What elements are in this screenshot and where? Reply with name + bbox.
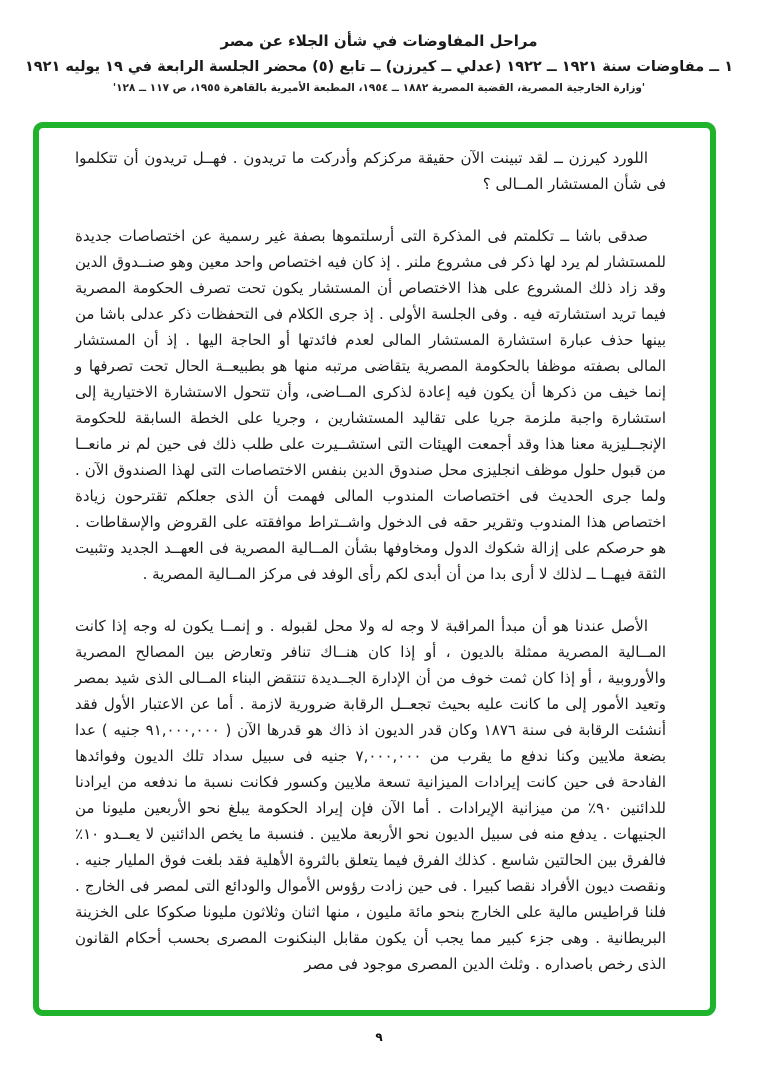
- scanned-page-frame: [33, 122, 716, 1016]
- paragraph-lord-curzon: اللورد كيرزن ــ لقد تبينت الآن حقيقة مركزكم وأدركت ما تريدون . فهــل تريدون أن تتكلموا فى شأن المستشار المــالى ؟: [75, 149, 666, 193]
- page-title: مراحل المفاوضات في شأن الجلاء عن مصر: [220, 32, 538, 50]
- page-subtitle: ١ ــ مفاوضات سنة ١٩٢١ ــ ١٩٢٢ (عدلي ــ كيرزن) ــ تابع (٥) محضر الجلسة الرابعة في ١٩ يوليه ١٩٢١: [24, 59, 734, 75]
- source-citation: 'وزارة الخارجية المصرية، القضية المصرية ١٨٨٢ ــ ١٩٥٤، المطبعة الأميرية بالقاهرة ١٩٥٥، ص ١١٧ ــ ١٢٨': [112, 82, 646, 94]
- paragraph-financial-position: الأصل عندنا هو أن مبدأ المراقبة لا وجه له ولا محل لقبوله . و إنمــا يكون له وجه إذا كانت المــالية المصرية ممثلة بالديون ، أو إذا كان هنــاك تنافر وتعارض بين المصالح المصرية والأوروبية ، أو إذا كان ثمت خوف من أن الإدارة الجــديدة تنتقض البناء المــالى الذى شيد بمصر وتعيد الأمور إلى ما كانت عليه بحيث تجعــل الرقابة ضرورية لازمة . أما عن الاعتبار الأول فقد أنشئت الرقابة فى سنة ١٨٧٦ وكان قدر الديون اذ ذاك هو قدرها الآن ( ٩١,٠٠٠,٠٠٠ جنيه ) عدا بضعة ملايين وكنا ندفع ما يقرب من ٧,٠٠٠,٠٠٠ جنيه فى سبيل سداد تلك الديون وفوائدها الفادحة فى حين كانت إيرادات الميزانية تسعة ملايين وكسور فكانت نسبة ما ندفعه من ايرادنا للدائنين ٩٠٪ من ميزانية الإيرادات . أما الآن فإن إيراد الحكومة يبلغ نحو الأربعين مليونا من الجنيهات . يدفع منه فى سبيل الديون نحو الأربعة ملايين . فنسبة ما يخص الدائنين لا يعــدو ١٠٪ فالفرق بين الحالتين شاسع . كذلك الفرق فيما يتعلق بالثروة الأهلية فقد بلغت فوق المليار جنيه . ونقصت ديون الأفراد نقصا كبيرا . فى حين زادت رؤوس الأموال والودائع التى لمصر فى الخارج . فلنا قراطيس مالية على الخارج بنحو مائة مليون ، منها اثنان وثلاثون مليونا صكوكا على الخزينة البريطانية . وهى جزء كبير مما يجب أن يكون مقابل البنكنوت المصرى بحسب أحكام القانون الذى رخص باصداره . وثلث الدين المصرى موجود فى مصر: [75, 617, 666, 973]
- document-header: [0, 32, 758, 94]
- paragraph-sidky-pasha: صدقى باشا ــ تكلمتم فى المذكرة التى أرسلتموها بصفة غير رسمية عن اختصاصات جديدة للمستشار لم يرد لها ذكر فى مشروع ملنر . إذ كان فيه اختصاص واحد معين وهو صنــدوق الدين وقد زاد ذلك المشروع على هذا الاختصاص أن المستشار يكون تحت تصرف الحكومة المصرية فيما تريد استشارته فيه . وفى الجلسة الأولى . إذ جرى الكلام فى التحفظات ذكر عدلى باشا من بينها حذف عبارة استشارة المستشار المالى لعدم فائدتها أو الحاجة اليها . إذ أن المستشار المالى بصفته موظفا بالحكومة المصرية يتقاضى مرتبه منها هو بطبيعــة الحال تحت تصرفها و إنما خيف من ذكرها أن يكون فيه إعادة لذكرى المــاضى، وأن تتحول الاستشارة الاختيارية إلى استشارة واجبة ملزمة جريا على تقاليد المستشارين ، وجريا على الخطة السابقة للحكومة الإنجــليزية معنا هذا وقد أجمعت الهيئات التى استشــيرت على طلب ذلك فى حين لم نر مانعــا من قبول حلول موظف انجليزى محل صندوق الدين بنفس الاختصاصات التى لهذا الصندوق الآن . ولما جرى الحديث فى اختصاصات المندوب المالى فهمت أن الذى جعلكم تقترحون زيادة اختصاص هذا المندوب وتقرير حقه فى الدخول واشــتراط موافقته على القروض والإسقاطات . هو حرصكم على إزالة شكوك الدول ومخاوفها بشأن المــالية المصرية فى العهــد الجديد وتثبيت الثقة فيهــا ــ لذلك لا أرى بدا من أن أبدى لكم رأى الوفد فى مركز المــالية المصرية .: [75, 227, 666, 583]
- page-number: ٩: [375, 1030, 383, 1044]
